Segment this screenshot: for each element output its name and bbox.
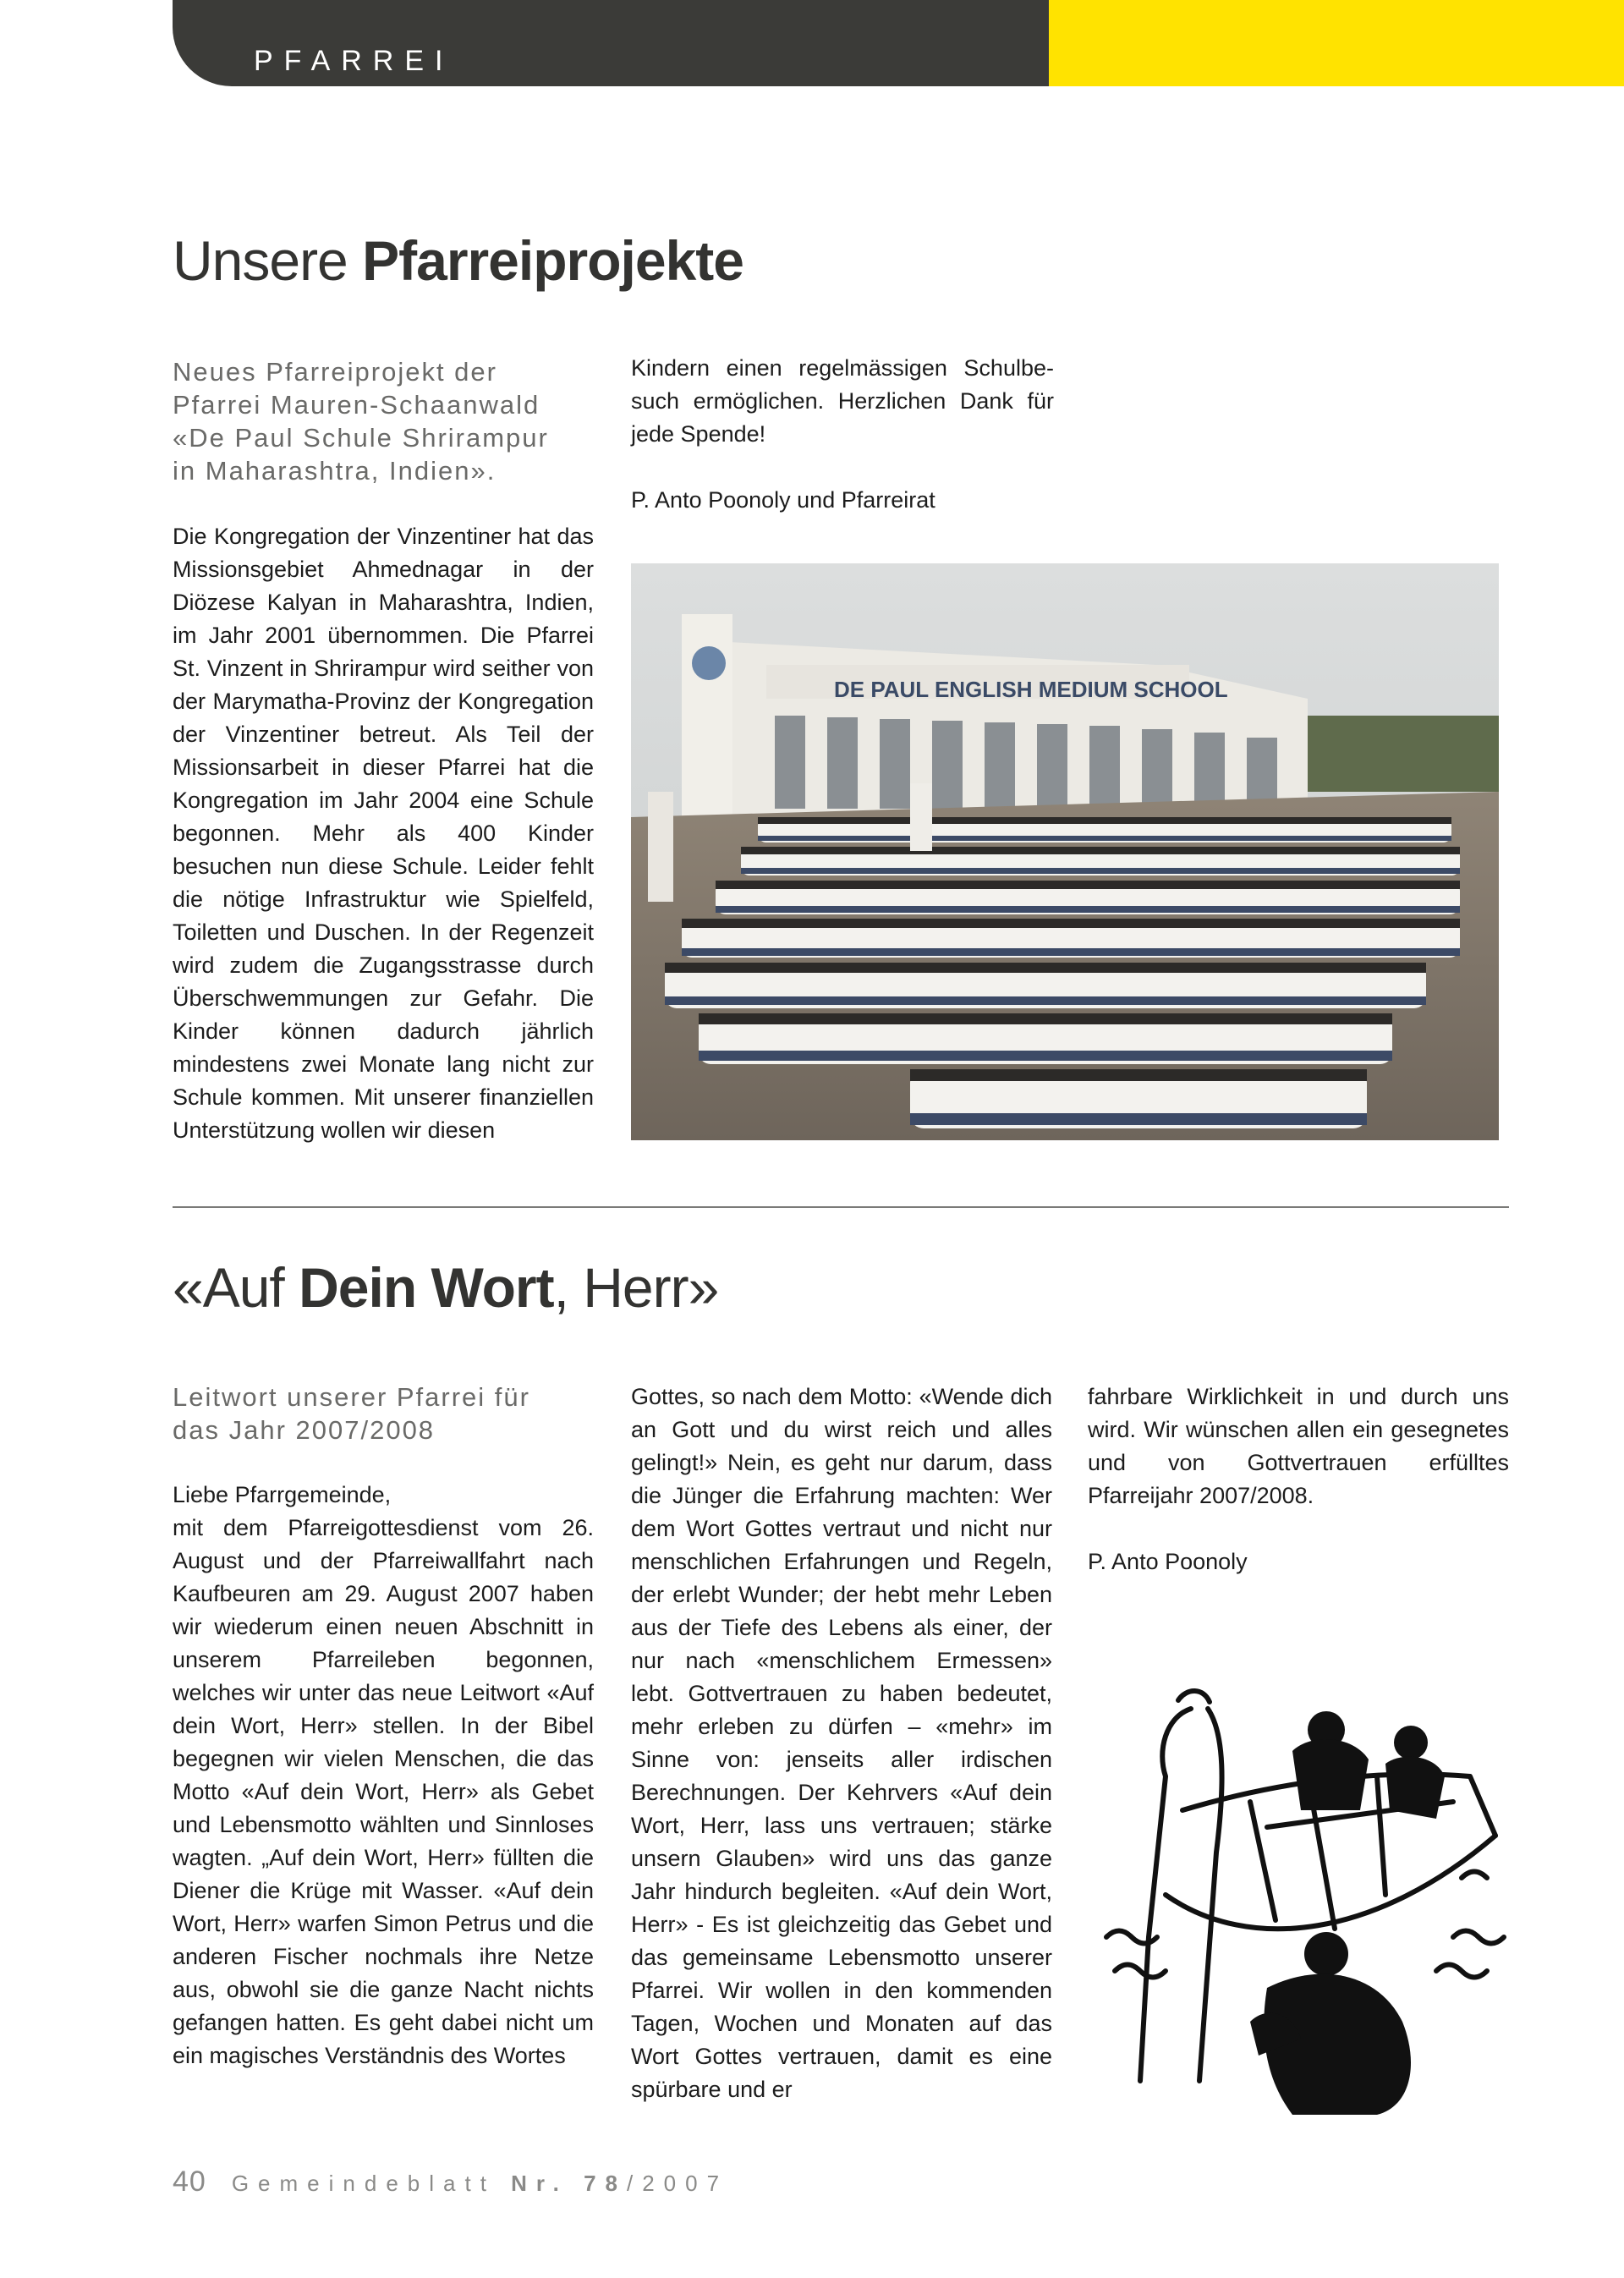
article1-column1 [173,520,594,1147]
article2-title: «Auf Dein Wort, Herr» [173,1256,719,1319]
article1-paragraph-cont: Kindern einen regelmässigen Schulbesuch ermöglichen. Herzlichen Dank für jede Spende! [631,355,1054,447]
page-footer [173,2165,728,2198]
article2-column1 [173,1479,594,2072]
section-label: PFARREI [254,45,454,77]
school-sign: DE PAUL ENGLISH MEDIUM SCHOOL [834,677,1228,702]
school-photo [631,563,1499,1140]
article1-title: Unsere Pfarreiprojekte [173,229,743,292]
article1-subhead: Neues Pfarreiprojekt der Pfarrei Mauren-Schaanwald «De Paul Schule Shrirampur in Maharashtra, Indien». [173,357,549,486]
article2-col3-text: fahrbare Wirklichkeit in und durch uns wird. Wir wünschen allen ein gesegnetes und von Gottvertrauen erfülltes Pfarreijahr 2007/2008. [1088,1384,1509,1508]
header-accent [1049,0,1624,86]
article2-signature: P. Anto Poonoly [1088,1549,1248,1574]
magazine-name: Gemeindeblatt Nr. 78/2007 [231,2171,729,2196]
article1-column2 [631,352,1054,517]
article2-col1-text: mit dem Pfarreigottesdienst vom 26. August und der Pfarreiwallfahrt nach Kaufbeuren am 29. August 2007 haben wir wiederum einen neuen Abschnitt in unserem Pfarreileben begonnen, welches wir unter das neue Leitwort «Auf dein Wort, Herr» stellen. In der Bibel begegnen wir vielen Menschen, die das Motto «Auf dein Wort, Herr» als Gebet und Lebensmotto wählten und Sinnloses wagten. „Auf dein Wort, Herr» füllten die Diener die Krüge mit Wasser. «Auf dein Wort, Herr» warfen Simon Petrus und die anderen Fischer nochmals ihre Netze aus, obwohl sie die ganze Nacht nichts gefangen hatten. Es geht dabei nicht um ein magisches Verständnis des Wortes [173,1515,594,2068]
article1-paragraph: Die Kongregation der Vinzentiner hat das Missionsgebiet Ahmednagar in der Diözese Kalyan in Maharashtra, Indien, im Jahr 2001 übernommen. Die Pfarrei St. Vinzent in Shrirampur wird seither von der Marymatha-Provinz der Kongregation der Vinzentiner betreut. Als Teil der Missionsarbeit in dieser Pfarrei hat die Kongregation im Jahr 2004 eine Schule begonnen. Mehr als 400 Kinder besuchen nun diese Schule. Leider fehlt die nötige Infrastruktur wie Spielfeld, Toiletten und Duschen. In der Regenzeit wird zudem die Zugangsstrasse durch Überschwemmungen zur Gefahr. Die Kinder können dadurch jährlich mindestens zwei Monate lang nicht zur Schule kommen. Mit unserer finanziellen Unterstützung wollen wir diesen [173,524,594,1143]
article2-column3 [1088,1381,1509,1578]
article2-subhead: Leitwort unserer Pfarrei für das Jahr 2007/2008 [173,1382,530,1445]
fishermen-boat-drawing [1098,1683,1521,2123]
section-divider [173,1206,1509,1208]
article2-col2-text: Gottes, so nach dem Motto: «Wende dich an Gott und du wirst reich und alles gelingt!» Nein, es geht nur darum, dass die Jünger die Erfahrung machten: Wer dem Wort Gottes vertraut und nicht nur menschlichen Erfahrungen und Regeln, der erlebt Wunder; der hebt mehr Leben aus der Tiefe des Lebens als einer, der nur nach «menschlichem Ermessen» lebt. Gottvertrauen zu haben bedeutet, mehr erleben zu dürfen – «mehr» im Sinne von: jenseits aller irdischen Berechnungen. Der Kehrvers «Auf dein Wort, Herr, lass uns vertrauen; stärke unsern Glauben» wird uns das ganze Jahr hindurch begleiten. «Auf dein Wort, Herr» - Es ist gleichzeitig das Gebet und das gemeinsame Lebensmotto unserer Pfarrei. Wir wollen in den kommenden Tagen, Wochen und Monaten auf das Wort Gottes vertrauen, damit es eine spürbare und er [631,1384,1052,2102]
article1-signature: P. Anto Poonoly und Pfarreirat [631,487,935,513]
article2-column2 [631,1381,1052,2106]
page-number: 40 [173,2165,206,2198]
article2-greeting: Liebe Pfarrgemeinde, [173,1482,392,1507]
